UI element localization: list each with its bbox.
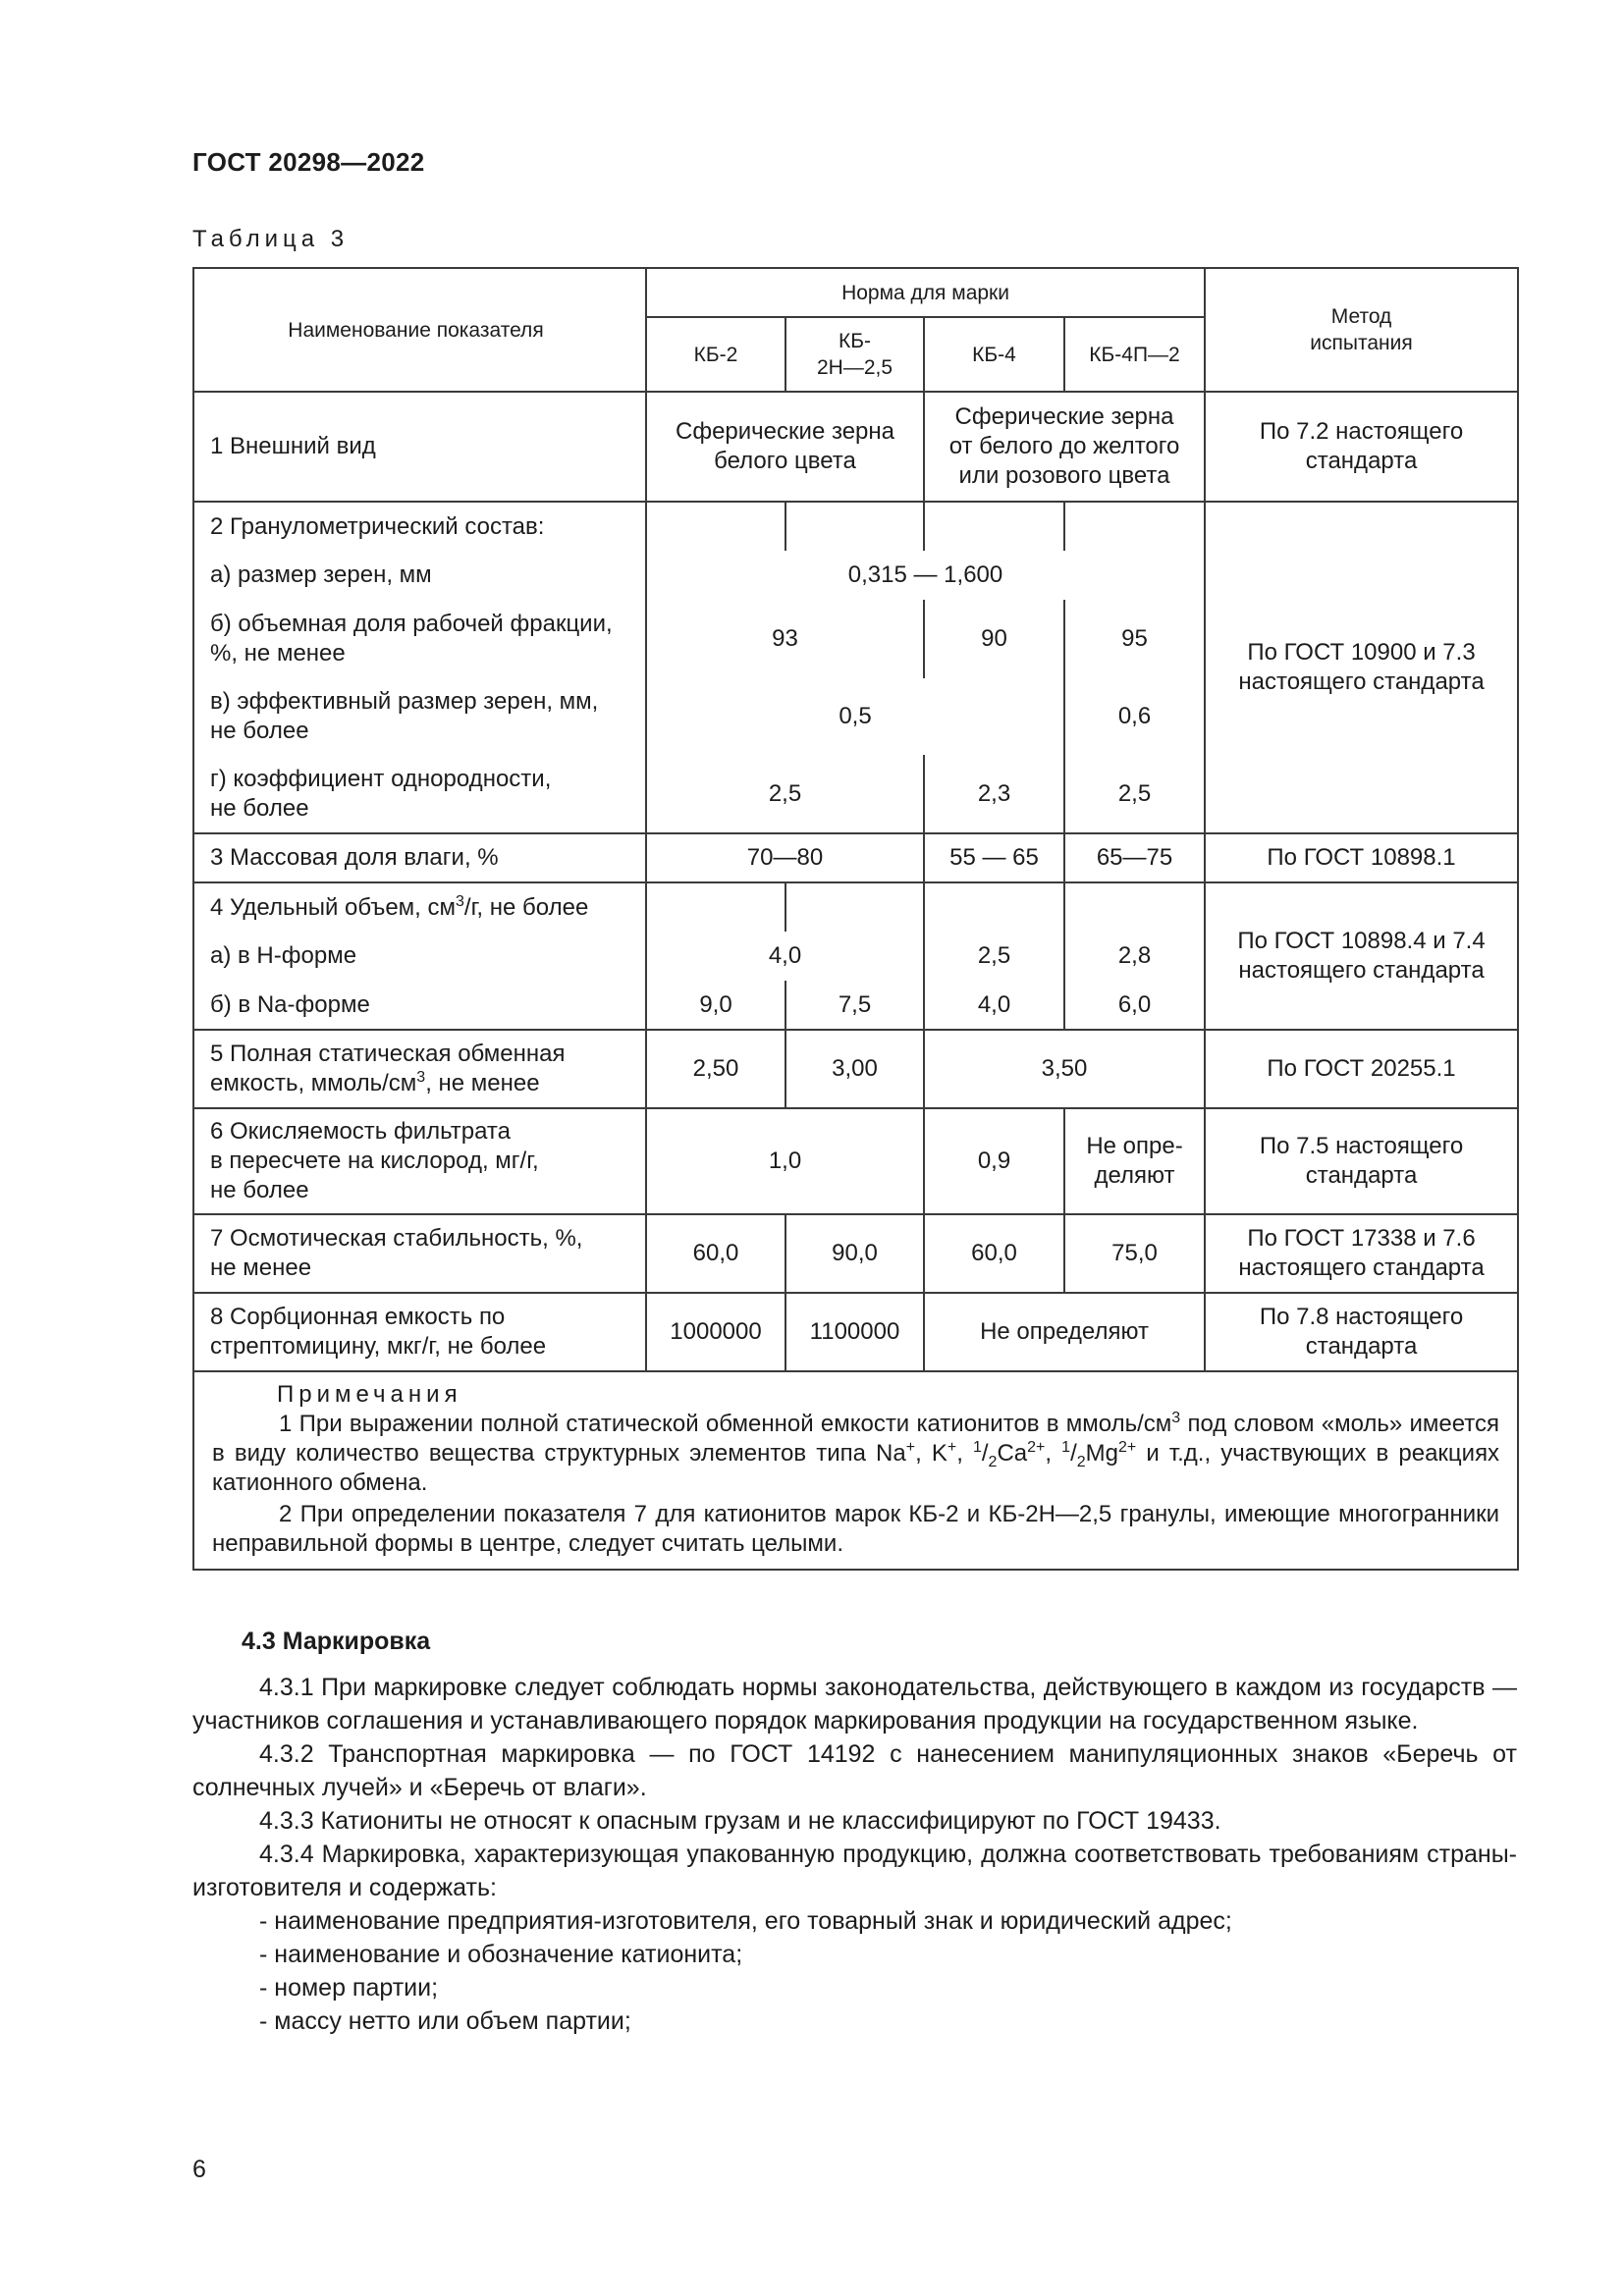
row2-name: 2 Гранулометрический состав:: [193, 502, 646, 551]
row2a-value: 0,315 — 1,600: [646, 551, 1205, 600]
row2b-v12: 93: [646, 600, 924, 678]
row6-v4a: Не опре-: [1086, 1133, 1183, 1159]
note1-ca: Ca: [997, 1440, 1028, 1467]
row6-v3: 0,9: [924, 1108, 1064, 1214]
specification-table: [192, 267, 1519, 1571]
row7-v2: 90,0: [785, 1214, 924, 1293]
note1-c: , K: [915, 1440, 947, 1467]
note1-plus2: +: [947, 1439, 957, 1456]
row4-name: [193, 882, 646, 932]
note1-two: 2: [988, 1453, 998, 1470]
row2c-name2: не более: [210, 718, 309, 744]
row7-name2: не менее: [210, 1255, 312, 1281]
table-row: [193, 1214, 1518, 1293]
row7-m1: По ГОСТ 17338 и 7.6: [1247, 1225, 1476, 1252]
header-method: [1205, 268, 1518, 392]
table-row: [193, 1293, 1518, 1371]
row3-method: По ГОСТ 10898.1: [1205, 833, 1518, 882]
note1-f: и т.д., участвующих в реакциях катионного обмена.: [212, 1440, 1500, 1496]
row5-name2-sup: 3: [416, 1069, 426, 1086]
paragraph-4-3-1: 4.3.1 При маркировке следует соблюдать нормы законодательства, действующего в каждом из государств — участников соглашения и устанавливающего порядок маркирования продукции на государственном языке.: [192, 1674, 1517, 1735]
row8-m2: стандарта: [1305, 1333, 1418, 1360]
note1-sup3: 3: [1171, 1410, 1181, 1426]
row1-m2: стандарта: [1305, 448, 1418, 474]
row4b-name: б) в Na-форме: [193, 981, 646, 1030]
row5-name: [193, 1030, 646, 1108]
row3-name: 3 Массовая доля влаги, %: [193, 833, 646, 882]
row7-name: [193, 1214, 646, 1293]
row4-m2: настоящего стандарта: [1238, 957, 1485, 984]
note1-two2: 2: [1076, 1453, 1086, 1470]
row6-m2: стандарта: [1305, 1162, 1418, 1189]
header-grade-kb2: КБ-2: [646, 317, 785, 392]
row6-v4: [1064, 1108, 1205, 1214]
header-grade-kb2n-line2: 2Н—2,5: [816, 356, 893, 379]
row6-v4b: деляют: [1094, 1162, 1175, 1189]
row2-method: [1205, 502, 1518, 833]
page-number: 6: [192, 2156, 206, 2183]
table-row: [193, 833, 1518, 882]
row6-name2: в пересчете на кислород, мг/г,: [210, 1148, 539, 1174]
row2-m1: По ГОСТ 10900 и 7.3: [1247, 639, 1476, 666]
note1-one: 1: [972, 1439, 982, 1456]
row5-name2-post: , не менее: [425, 1070, 540, 1096]
row7-name1: 7 Осмотическая стабильность, %,: [210, 1225, 583, 1252]
header-grade-kb2n-line1: КБ-: [838, 330, 871, 352]
notes-title: Примечания: [277, 1381, 462, 1408]
row4a-v4: 2,8: [1064, 932, 1205, 981]
row4-method: [1205, 882, 1518, 1030]
row1-v2b: от белого до желтого: [948, 433, 1180, 459]
row2d-name1: г) коэффициент однородности,: [210, 765, 552, 792]
row1-v1a: Сферические зерна: [676, 418, 894, 445]
paragraph-4-3-2: 4.3.2 Транспортная маркировка — по ГОСТ 14192 с нанесением манипуляционных знаков «Беречь от солнечных лучей» и «Беречь от влаги».: [192, 1740, 1517, 1801]
row1-v2c: или розового цвета: [958, 462, 1170, 489]
row8-method: [1205, 1293, 1518, 1371]
row6-m1: По 7.5 настоящего: [1259, 1133, 1464, 1159]
row2d-v4: 2,5: [1064, 755, 1205, 833]
note-1: 1 При выражении полной статической обменной емкости катионитов в ммоль/$см^3$ под словом «моль» имеется в виду количество вещества структурных элементов типа Na+, K+, $^1/_2Ca^{2+}$, $^1/_2Mg^{2+}$ и т.д., участвующих в реакциях катионного обмена.: [212, 1410, 1500, 1496]
document-header: ГОСТ 20298—2022: [192, 147, 425, 177]
list-item: - наименование предприятия-изготовителя, его товарный знак и юридический адрес;: [259, 1907, 1232, 1935]
row2b-name1: б) объемная доля рабочей фракции,: [210, 611, 613, 637]
row5-name2-pre: емкость, ммоль/см: [210, 1070, 417, 1096]
row2c-v4: 0,6: [1064, 678, 1205, 755]
row3-v4: 65—75: [1064, 833, 1205, 882]
row8-v1: 1000000: [646, 1293, 785, 1371]
table-row: [193, 1030, 1518, 1108]
row5-v34: 3,50: [924, 1030, 1205, 1108]
row6-name: [193, 1108, 646, 1214]
row4-name-sup: 3: [456, 892, 464, 910]
row7-method: [1205, 1214, 1518, 1293]
row4-name-post: /г, не более: [463, 893, 589, 921]
row6-v12: 1,0: [646, 1108, 924, 1214]
table-row: [193, 882, 1518, 932]
row2d-v12: 2,5: [646, 755, 924, 833]
row4a-v12: 4,0: [646, 932, 924, 981]
note1-e: ,: [1045, 1440, 1062, 1467]
row5-method: По ГОСТ 20255.1: [1205, 1030, 1518, 1108]
table-row: [193, 1108, 1518, 1214]
row6-name3: не более: [210, 1177, 309, 1203]
row6-name1: 6 Окисляемость фильтрата: [210, 1118, 511, 1145]
header-grade-kb4: КБ-4: [924, 317, 1064, 392]
row4b-v3: 4,0: [924, 981, 1064, 1030]
row8-m1: По 7.8 настоящего: [1259, 1304, 1464, 1330]
row4b-v4: 6,0: [1064, 981, 1205, 1030]
note1-a: 1 При выражении полной статической обменной емкости катионитов в ммоль/см: [279, 1411, 1172, 1437]
section-body: [192, 1671, 1517, 2038]
note1-mg-charge: 2+: [1117, 1439, 1137, 1456]
row4b-v1: 9,0: [646, 981, 785, 1030]
list-item: - наименование и обозначение катионита;: [259, 1941, 743, 1968]
row3-v12: 70—80: [646, 833, 924, 882]
list-item: - номер партии;: [259, 1974, 439, 2002]
table-row: [193, 392, 1518, 502]
note1-one2: 1: [1061, 1439, 1071, 1456]
list-item: - массу нетто или объем партии;: [259, 2007, 631, 2035]
row1-value-kb2-kb2n: [646, 392, 924, 502]
paragraph-4-3-3: 4.3.3 Катиониты не относят к опасным грузам и не классифицируют по ГОСТ 19433.: [259, 1807, 1221, 1835]
row2c-name: [193, 678, 646, 755]
row8-name: [193, 1293, 646, 1371]
row8-name1: 8 Сорбционная емкость по: [210, 1304, 506, 1330]
table-row: [193, 502, 1518, 551]
row6-method: [1205, 1108, 1518, 1214]
note1-b: под словом «моль» имеется в виду количество вещества структурных элементов типа Na: [212, 1411, 1500, 1467]
note1-d: ,: [956, 1440, 973, 1467]
note1-mg: Mg: [1085, 1440, 1118, 1467]
note1-ca-charge: 2+: [1027, 1439, 1046, 1456]
row2b-name: [193, 600, 646, 678]
row2d-name2: не более: [210, 794, 309, 822]
header-grade-kb2n: [785, 317, 924, 392]
row2d-v3: 2,3: [924, 755, 1064, 833]
row5-v2: 3,00: [785, 1030, 924, 1108]
row1-name: 1 Внешний вид: [193, 392, 646, 502]
table-caption: Таблица 3: [192, 226, 350, 252]
row1-v1b: белого цвета: [714, 448, 856, 474]
row7-v3: 60,0: [924, 1214, 1064, 1293]
header-norm: Норма для марки: [646, 268, 1205, 317]
row2-m2: настоящего стандарта: [1238, 668, 1485, 695]
row1-m1: По 7.2 настоящего: [1259, 418, 1464, 445]
row7-v4: 75,0: [1064, 1214, 1205, 1293]
row4b-v2: 7,5: [785, 981, 924, 1030]
header-method-line1: Метод: [1330, 305, 1392, 328]
row7-v1: 60,0: [646, 1214, 785, 1293]
row3-v3: 55 — 65: [924, 833, 1064, 882]
table-notes: [193, 1371, 1518, 1570]
row5-name2: [210, 1069, 637, 1098]
header-indicator: Наименование показателя: [193, 268, 646, 392]
header-method-line2: испытания: [1310, 332, 1413, 354]
row2c-name1: в) эффективный размер зерен, мм,: [210, 688, 599, 715]
row8-name2: стрептомицину, мкг/г, не более: [210, 1333, 547, 1360]
row4a-name: а) в Н-форме: [193, 932, 646, 981]
note-2: 2 При определении показателя 7 для катионитов марок КБ-2 и КБ-2Н—2,5 гранулы, имеющие многогранники неправильной формы в центре, следует считать целыми.: [212, 1501, 1500, 1557]
row7-m2: настоящего стандарта: [1238, 1255, 1485, 1281]
row2b-name2: %, не менее: [210, 640, 346, 667]
row8-v2: 1100000: [785, 1293, 924, 1371]
row4-name-pre: 4 Удельный объем, см: [210, 893, 457, 921]
row2b-v4: 95: [1064, 600, 1205, 678]
row1-v2a: Сферические зерна: [954, 403, 1174, 430]
paragraph-4-3-4: 4.3.4 Маркировка, характеризующая упакованную продукцию, должна соответствовать требованиям страны-изготовителя и содержать:: [192, 1841, 1517, 1901]
row2a-name: а) размер зерен, мм: [193, 551, 646, 600]
row2b-v3: 90: [924, 600, 1064, 678]
section-title: 4.3 Маркировка: [242, 1628, 431, 1655]
row5-name1: 5 Полная статическая обменная: [210, 1041, 566, 1067]
row4-m1: По ГОСТ 10898.4 и 7.4: [1237, 928, 1486, 954]
row5-v1: 2,50: [646, 1030, 785, 1108]
note1-plus: +: [905, 1439, 916, 1456]
row8-v34: Не определяют: [924, 1293, 1205, 1371]
header-grade-kb4p: КБ-4П—2: [1064, 317, 1205, 392]
table-notes-row: [193, 1371, 1518, 1570]
row1-method: [1205, 392, 1518, 502]
row1-value-kb4-kb4p: [924, 392, 1205, 502]
row2c-v123: 0,5: [646, 678, 1064, 755]
row2d-name: [193, 755, 646, 833]
row4a-v3: 2,5: [924, 932, 1064, 981]
